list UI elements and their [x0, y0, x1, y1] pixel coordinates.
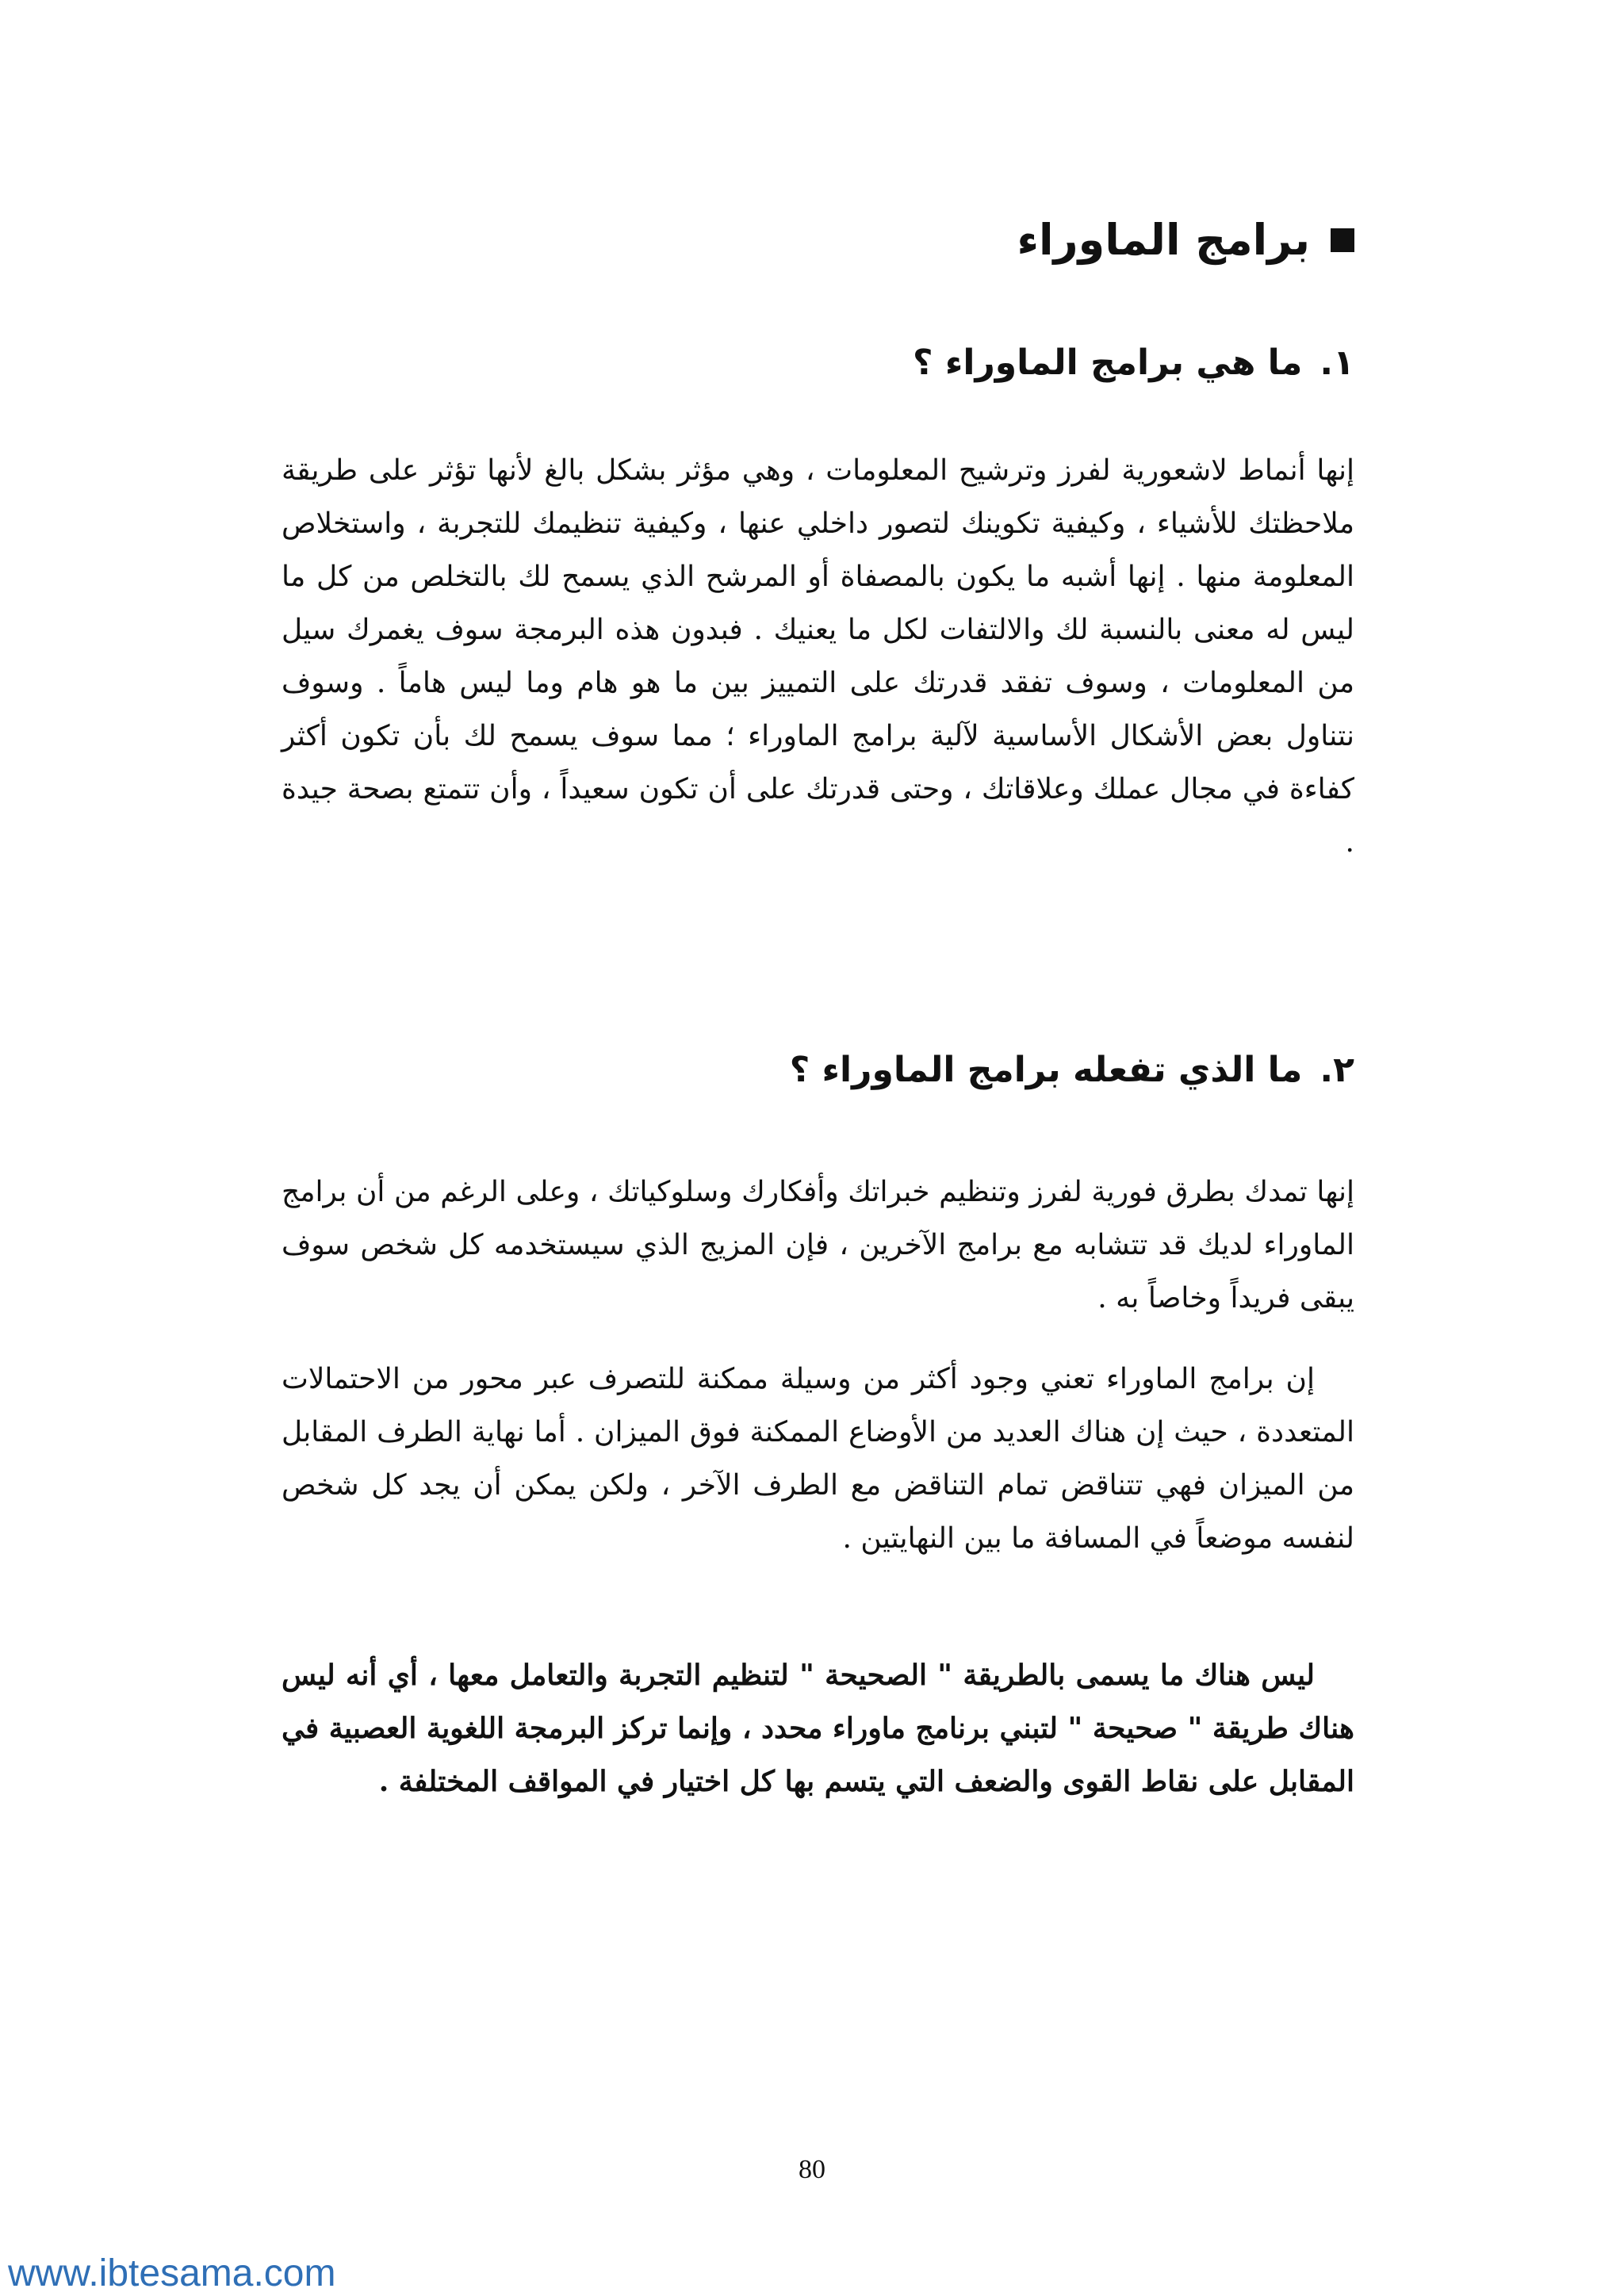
square-bullet-icon	[1331, 228, 1354, 252]
website-watermark: www.ibtesama.com	[8, 2252, 336, 2294]
page-number: 80	[799, 2155, 825, 2184]
question-2-paragraph-2: إن برامج الماوراء تعني وجود أكثر من وسيلة ممكنة للتصرف عبر محور من الاحتمالات المتعددة ، حيث إن هناك العديد من الأوضاع الممكنة فوق الميزان . أما نهاية الطرف المقابل من الميزان فهي تتناقض تمام التناقض مع الطرف الآخر ، ولكن يمكن أن يجد كل شخص لنفسه موضعاً في المسافة ما بين النهايتين .	[282, 1363, 1354, 1555]
section-heading	[1017, 212, 1354, 268]
question-1-number: ١.	[1320, 342, 1354, 383]
question-1-heading	[913, 339, 1354, 387]
question-2-paragraph-3: ليس هناك ما يسمى بالطريقة " الصحيحة " لتنظيم التجربة والتعامل معها ، أي أنه ليس هناك طريقة " صحيحة " لتبني برنامج ماوراء محدد ، وإنما تركز البرمجة اللغوية العصبية في المقابل على نقاط القوى والضعف التي يتسم بها كل اختيار في المواقف المختلفة .	[282, 1659, 1354, 1798]
question-2-number: ٢.	[1320, 1050, 1354, 1090]
question-1-title: ما هي برامج الماوراء ؟	[913, 342, 1303, 383]
question-1-paragraph-1: إنها أنماط لاشعورية لفرز وترشيح المعلومات ، وهي مؤثر بشكل بالغ لأنها تؤثر على طريقة ملاحظتك للأشياء ، وكيفية تكوينك لتصور داخلي عنها ، وكيفية تنظيمك للتجربة ، واستخلاص المعلومة منها . إنها أشبه ما يكون بالمصفاة أو المرشح الذي يسمح لك بالتخلص من كل ما ليس له معنى بالنسبة لك والالتفات لكل ما يعنيك . فبدون هذه البرمجة سوف يغمرك سيل من المعلومات ، وسوف تفقد قدرتك على التمييز بين ما هو هام وما ليس هاماً . وسوف نتناول بعض الأشكال الأساسية لآلية برامج الماوراء ؛ مما سوف يسمح لك بأن تكون أكثر كفاءة في مجال عملك وعلاقاتك ، وحتى قدرتك على أن تكون سعيداً ، وأن تتمتع بصحة جيدة .	[282, 454, 1354, 859]
question-2-paragraph-1: إنها تمدك بطرق فورية لفرز وتنظيم خبراتك وأفكارك وسلوكياتك ، وعلى الرغم من أن برامج الماوراء لديك قد تتشابه مع برامج الآخرين ، فإن المزيج الذي سيستخدمه كل شخص سوف يبقى فريداً وخاصاً به .	[282, 1176, 1354, 1314]
section-title: برامج الماوراء	[1017, 215, 1310, 265]
question-2-heading	[790, 1047, 1354, 1094]
question-2-title: ما الذي تفعله برامج الماوراء ؟	[789, 1050, 1303, 1090]
